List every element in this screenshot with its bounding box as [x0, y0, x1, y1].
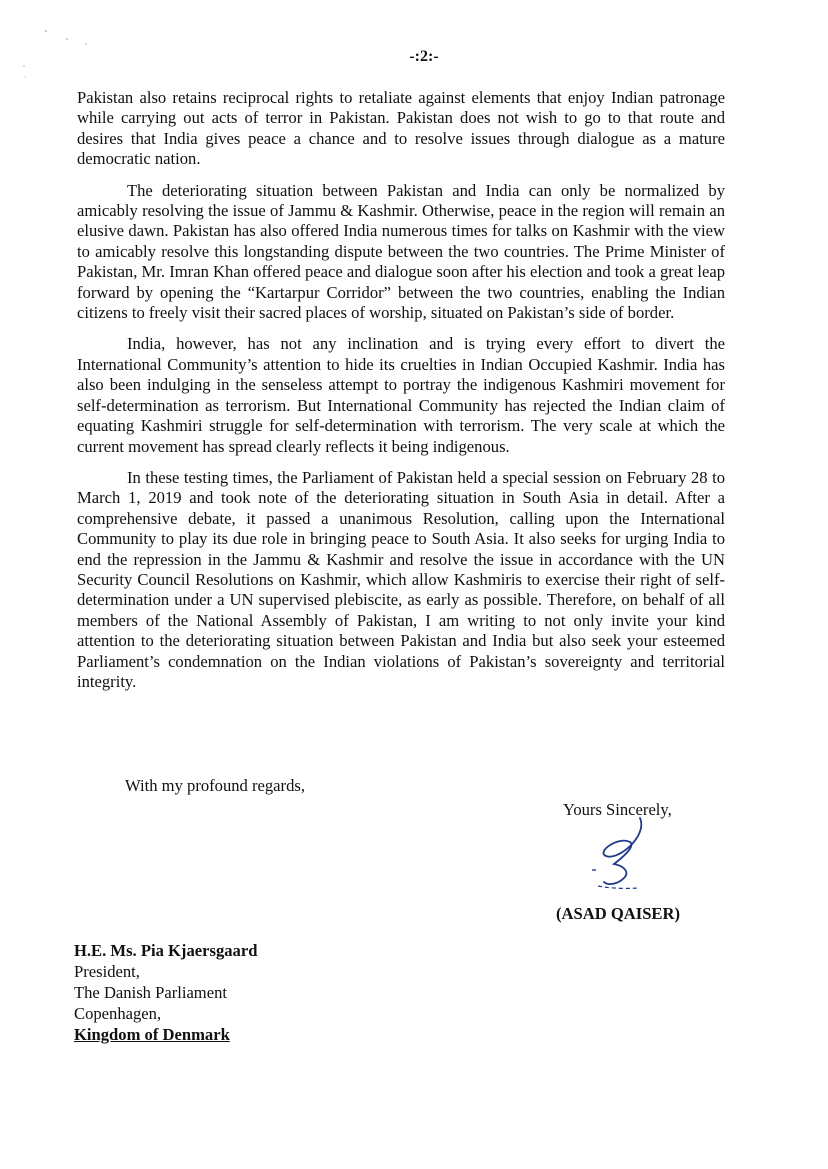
recipient-title: President, [74, 962, 140, 981]
paragraph: In these testing times, the Parliament of Pakistan held a special session on February 28 to March 1, 2019 and took note of the deteriorating situation in South Asia in detail. After a comprehensive debate, it passed a unanimous Resolution, calling upon the International Community to play its due role in bringing peace to South Asia. It also seeks for urging India to end the repression in the Jammu & Kashmir and resolve the issue in accordance with the UN Security Council Resolutions on Kashmir, which allow Kashmiris to exercise their right of self-determination under a UN supervised plebiscite, as early as possible. Therefore, on behalf of all members of the National Assembly of Pakistan, I am writing to not only invite your kind attention to the deteriorating situation between Pakistan and India but also seek your esteemed Parliament’s condemnation on the Indian violations of Pakistan’s sovereignty and territorial integrity. [77, 467, 725, 691]
paragraph: India, however, has not any inclination and is trying every effort to divert the International Community’s attention to hide its cruelties in Indian Occupied Kashmir. India has also been indulging in the senseless attempt to portray the indigenous Kashmiri movement for self-determination as terrorism. But International Community has rejected the Indian claim of equating Kashmiri struggle for self-determination with terrorism. The very scale at which the current movement has spread clearly reflects it being indigenous. [77, 334, 725, 456]
signer-name: (ASAD QAISER) [556, 904, 681, 923]
recipient-address [74, 940, 257, 1045]
recipient-name: H.E. Ms. Pia Kjaersgaard [74, 941, 258, 960]
recipient-city: Copenhagen, [74, 1004, 162, 1023]
recipient-organization: The Danish Parliament [74, 983, 227, 1002]
closing-regards: With my profound regards, [125, 776, 305, 795]
paragraph: The deteriorating situation between Pakistan and India can only be normalized by amicably resolving the issue of Jammu & Kashmir. Otherwise, peace in the region will remain an elusive dawn. Pakistan has also offered India numerous times for talks on Kashmir with the view to amicably resolve this longstanding dispute between the two countries. The Prime Minister of Pakistan, Mr. Imran Khan offered peace and dialogue soon after his election and took a great leap forward by opening the “Kartarpur Corridor” between the two countries, enabling the Indian citizens to freely visit their sacred places of worship, situated on Pakistan’s side of border. [77, 180, 725, 323]
letter-body [77, 88, 725, 703]
valediction: Yours Sincerely, [563, 800, 672, 819]
page-number: -:2:- [409, 48, 439, 65]
handwritten-signature [578, 806, 668, 898]
recipient-country: Kingdom of Denmark [74, 1025, 230, 1044]
paragraph: Pakistan also retains reciprocal rights to retaliate against elements that enjoy Indian patronage while carrying out acts of terror in Pakistan. Pakistan does not wish to go to that route and desires that India gives peace a chance and to resolve issues through dialogue as a mature democratic nation. [77, 88, 725, 169]
